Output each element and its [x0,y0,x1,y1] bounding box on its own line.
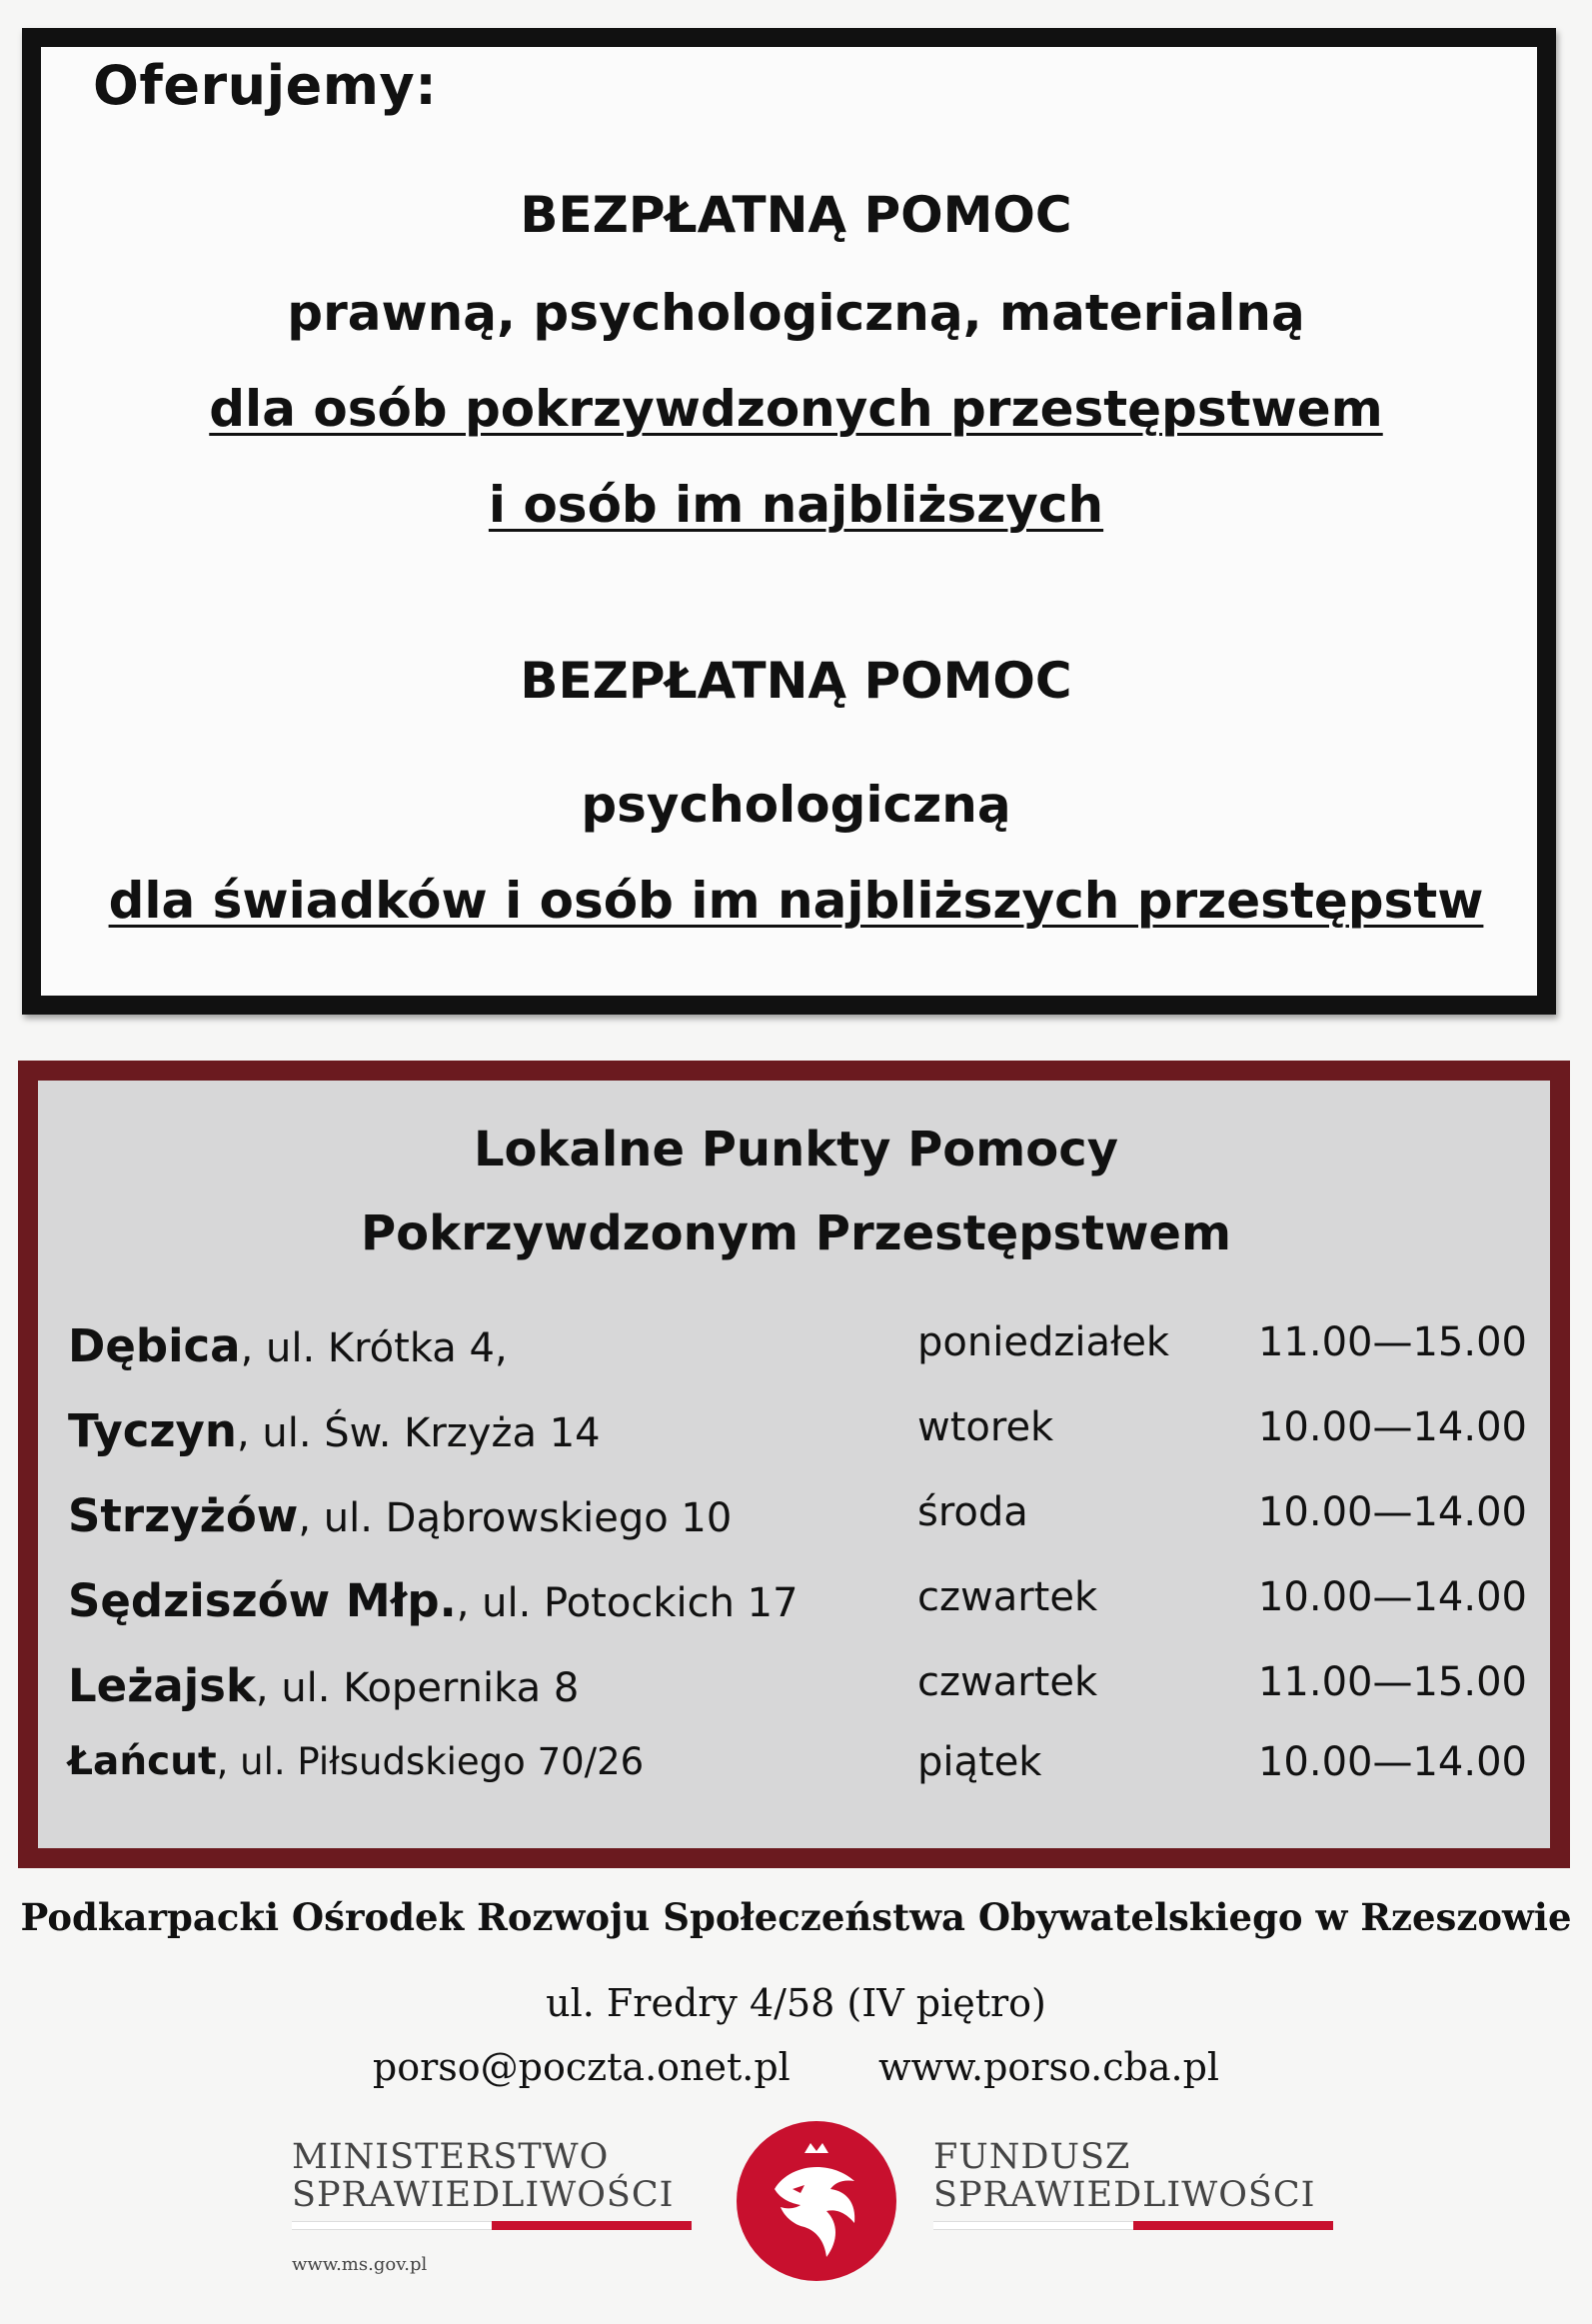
offer-psych-line: psychologiczną [581,776,1011,834]
offer-relatives-text: i osób im najbliższych [488,476,1104,534]
office-day: czwartek [917,1574,1098,1620]
help-point-row-tyczyn [68,1404,1527,1464]
ministry-logo-line2: SPRAWIEDLIWOŚCI [292,2174,675,2215]
city-name: Sędziszów Młp. [68,1574,457,1627]
office-hours: 10.00—14.00 [1257,1739,1527,1785]
offer-title: Oferujemy: [93,54,438,117]
help-point-row-debica [68,1319,1527,1379]
office-hours: 10.00—14.00 [1257,1404,1527,1450]
offer-help-types: prawną, psychologiczną, materialną [287,284,1305,342]
city-address: , ul. Krótka 4, [240,1325,508,1371]
help-point-row-lezajsk [68,1659,1527,1719]
flag-stripe-icon [292,2221,692,2230]
city-address: , ul. Piłsudskiego 70/26 [216,1740,645,1783]
office-day: poniedziałek [917,1319,1170,1365]
city-name: Strzyżów [68,1489,299,1542]
city-name: Leżajsk [68,1659,256,1712]
office-hours: 10.00—14.00 [1257,1574,1527,1620]
help-points-title-1: Lokalne Punkty Pomocy [473,1122,1119,1177]
offer-victims-text: dla osób pokrzywdzonych przestępstwem [209,380,1383,438]
ministry-url[interactable]: www.ms.gov.pl [292,2254,428,2275]
office-day: piątek [917,1739,1042,1785]
offer-relatives-line [0,476,1592,534]
organization-address: ul. Fredry 4/58 (IV piętro) [546,1981,1046,2025]
offer-witnesses-text: dla świadków i osób im najbliższych przestępstw [108,872,1484,930]
city-name: Łańcut [68,1739,217,1784]
city-address: , ul. Św. Krzyża 14 [236,1410,601,1456]
contact-line [0,2045,1592,2089]
help-point-row-sedziszow [68,1574,1527,1634]
offer-witnesses-line [0,872,1592,930]
offer-heading-2: BEZPŁATNĄ POMOC [520,652,1072,710]
office-day: wtorek [917,1404,1054,1450]
eagle-emblem-icon [735,2119,898,2283]
office-day: czwartek [917,1659,1098,1705]
city-address: , ul. Potockich 17 [456,1580,798,1626]
fund-logo-line1: FUNDUSZ [933,2137,1131,2177]
fund-logo-line2: SPRAWIEDLIWOŚCI [933,2174,1316,2215]
organization-name: Podkarpacki Ośrodek Rozwoju Społeczeństwa Obywatelskiego w Rzeszowie [20,1895,1572,1939]
fund-logo [933,2139,1333,2230]
ministry-logo-line1: MINISTERSTWO [292,2137,610,2177]
office-hours: 10.00—14.00 [1257,1489,1527,1535]
flag-stripe-icon [933,2221,1333,2230]
office-day: środa [917,1489,1028,1535]
help-point-row-strzyzow [68,1489,1527,1549]
offer-victims-line [0,380,1592,438]
offer-heading-1: BEZPŁATNĄ POMOC [520,186,1072,244]
website-link[interactable]: www.porso.cba.pl [877,2045,1220,2089]
help-point-row-lancut [68,1739,1527,1799]
help-points-title-2: Pokrzywdzonym Przestępstwem [361,1205,1231,1261]
office-hours: 11.00—15.00 [1257,1659,1527,1705]
city-address: , ul. Kopernika 8 [255,1665,580,1711]
email-link[interactable]: porso@poczta.onet.pl [372,2045,791,2089]
city-address: , ul. Dąbrowskiego 10 [298,1495,733,1541]
city-name: Tyczyn [68,1404,237,1457]
office-hours: 11.00—15.00 [1257,1319,1527,1365]
city-name: Dębica [68,1319,241,1372]
ministry-logo [292,2139,692,2230]
